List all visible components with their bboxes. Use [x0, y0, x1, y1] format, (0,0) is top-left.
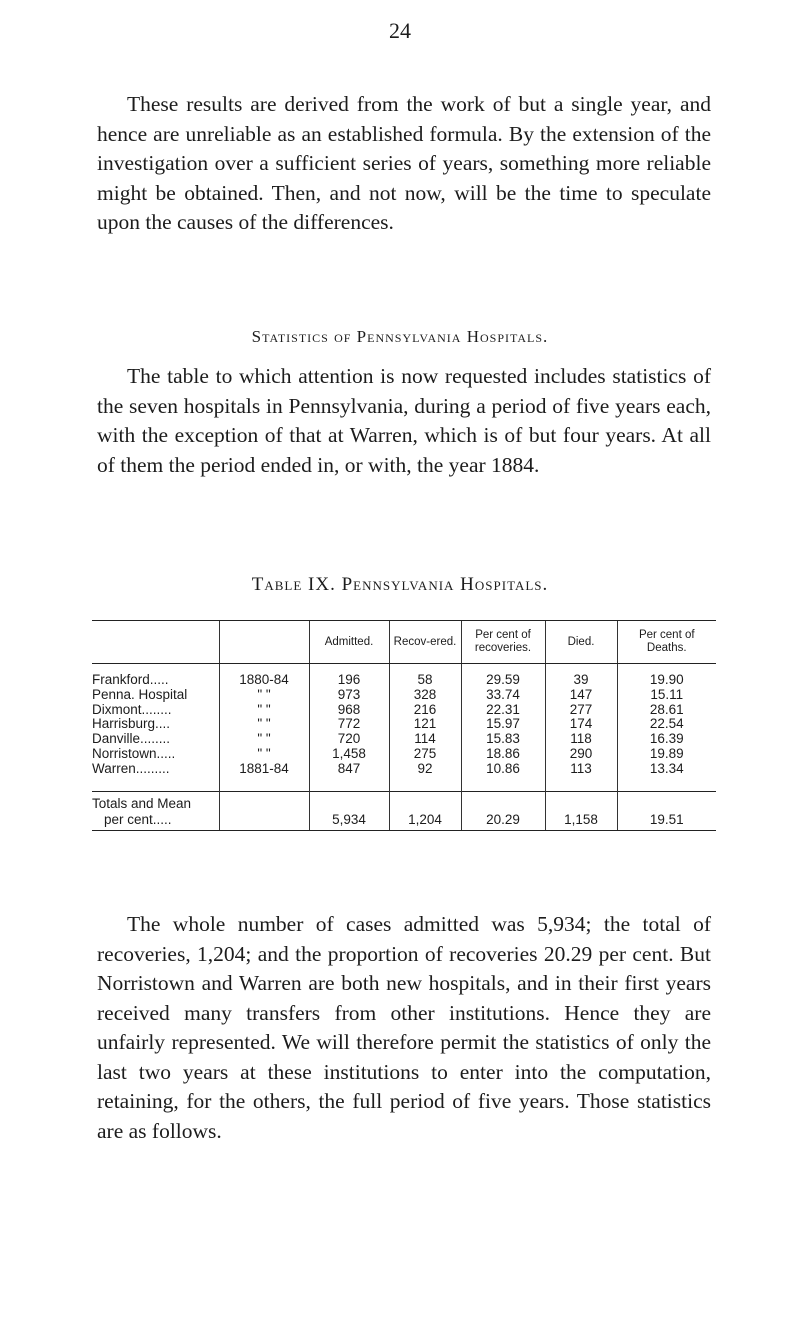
cell-died: 118 [545, 732, 617, 747]
table-row-harrisburg [92, 717, 716, 732]
paragraph-3: The whole number of cases admitted was 5,934; the total of recoveries, 1,204; and the proportion of recoveries 20.29 per cent. But Norristown and Warren are both new hospitals, and in their first years received many transfers from other institutions. Hence they are unfairly represented. We will therefore permit the statistics of only the last two years at these institutions to enter into the computation, retaining, for the others, the full period of five years. Those statistics are as follows. [97, 912, 711, 1143]
cell-recovered: 216 [389, 703, 461, 718]
cell-died: 290 [545, 747, 617, 762]
cell-admitted: 1,458 [309, 747, 389, 762]
cell-period: 1880-84 [219, 664, 309, 688]
header-died: Died. [545, 621, 617, 664]
cell-hospital: Danville........ [92, 731, 171, 747]
table-row-dixmont [92, 703, 716, 718]
totals-pct-deaths: 19.51 [617, 791, 716, 830]
totals-label-line-2: per cent..... [104, 811, 172, 827]
cell-pct-recoveries: 29.59 [461, 664, 545, 688]
table-caption: Table IX. Pennsylvania Hospitals. [251, 574, 549, 595]
cell-recovered: 114 [389, 732, 461, 747]
cell-pct-deaths: 19.90 [617, 664, 716, 688]
cell-pct-recoveries: 10.86 [461, 762, 545, 791]
cell-pct-recoveries: 15.97 [461, 717, 545, 732]
header-hospital [92, 621, 219, 664]
cell-period: " " [219, 688, 309, 703]
cell-pct-deaths: 28.61 [617, 703, 716, 718]
header-pct-deaths: Per cent of Deaths. [617, 621, 716, 664]
cell-pct-deaths: 13.34 [617, 762, 716, 791]
cell-pct-deaths: 15.11 [617, 688, 716, 703]
cell-recovered: 58 [389, 664, 461, 688]
paragraph-2: The table to which attention is now requested includes statistics of the seven hospitals in Pennsylvania, during a period of five years each, with the exception of that at Warren, which is of but four years. At all of them the period ended in, or with, the year 1884. [97, 364, 711, 477]
cell-period: 1881-84 [219, 762, 309, 791]
table-row-penna-hospital [92, 688, 716, 703]
header-admitted: Admitted. [309, 621, 389, 664]
table-totals-row [92, 791, 716, 830]
hospital-statistics-table [92, 620, 716, 831]
table-header-row [92, 621, 716, 664]
totals-period [219, 791, 309, 830]
header-period [219, 621, 309, 664]
totals-label [92, 791, 219, 830]
cell-pct-deaths: 19.89 [617, 747, 716, 762]
cell-recovered: 275 [389, 747, 461, 762]
cell-admitted: 847 [309, 762, 389, 791]
cell-died: 113 [545, 762, 617, 791]
cell-died: 39 [545, 664, 617, 688]
totals-admitted: 5,934 [309, 791, 389, 830]
cell-admitted: 720 [309, 732, 389, 747]
table-row-frankford [92, 664, 716, 688]
cell-died: 147 [545, 688, 617, 703]
cell-hospital: Penna. Hospital [92, 686, 188, 702]
cell-pct-deaths: 16.39 [617, 732, 716, 747]
totals-died: 1,158 [545, 791, 617, 830]
cell-hospital: Frankford..... [92, 672, 169, 687]
cell-period: " " [219, 732, 309, 747]
cell-hospital: Harrisburg.... [92, 716, 171, 732]
cell-pct-recoveries: 15.83 [461, 732, 545, 747]
cell-hospital: Norristown..... [92, 745, 176, 761]
cell-pct-deaths: 22.54 [617, 717, 716, 732]
cell-period: " " [219, 747, 309, 762]
cell-pct-recoveries: 22.31 [461, 703, 545, 718]
cell-recovered: 328 [389, 688, 461, 703]
totals-label-line-1: Totals and Mean [92, 795, 192, 811]
cell-pct-recoveries: 18.86 [461, 747, 545, 762]
paragraph-1: These results are derived from the work of but a single year, and hence are unreliable as an established formula. By the extension of the investigation over a sufficient series of years, something more reliable might be obtained. Then, and not now, will be the time to speculate upon the causes of the differences. [97, 92, 711, 234]
cell-period: " " [219, 717, 309, 732]
totals-pct-recoveries: 20.29 [461, 791, 545, 830]
table-row-danville [92, 732, 716, 747]
cell-admitted: 772 [309, 717, 389, 732]
cell-recovered: 92 [389, 762, 461, 791]
cell-died: 174 [545, 717, 617, 732]
cell-pct-recoveries: 33.74 [461, 688, 545, 703]
cell-admitted: 973 [309, 688, 389, 703]
cell-period: " " [219, 703, 309, 718]
header-recovered: Recov-ered. [389, 621, 461, 664]
cell-hospital: Warren......... [92, 760, 170, 776]
cell-admitted: 196 [309, 664, 389, 688]
table-row-norristown [92, 747, 716, 762]
cell-recovered: 121 [389, 717, 461, 732]
totals-recovered: 1,204 [389, 791, 461, 830]
cell-died: 277 [545, 703, 617, 718]
page-number: 24 [389, 18, 411, 43]
cell-hospital: Dixmont........ [92, 701, 172, 717]
header-pct-recoveries: Per cent of recoveries. [461, 621, 545, 664]
cell-admitted: 968 [309, 703, 389, 718]
table-row-warren [92, 762, 716, 791]
section-heading: Statistics of Pennsylvania Hospitals. [251, 327, 549, 346]
